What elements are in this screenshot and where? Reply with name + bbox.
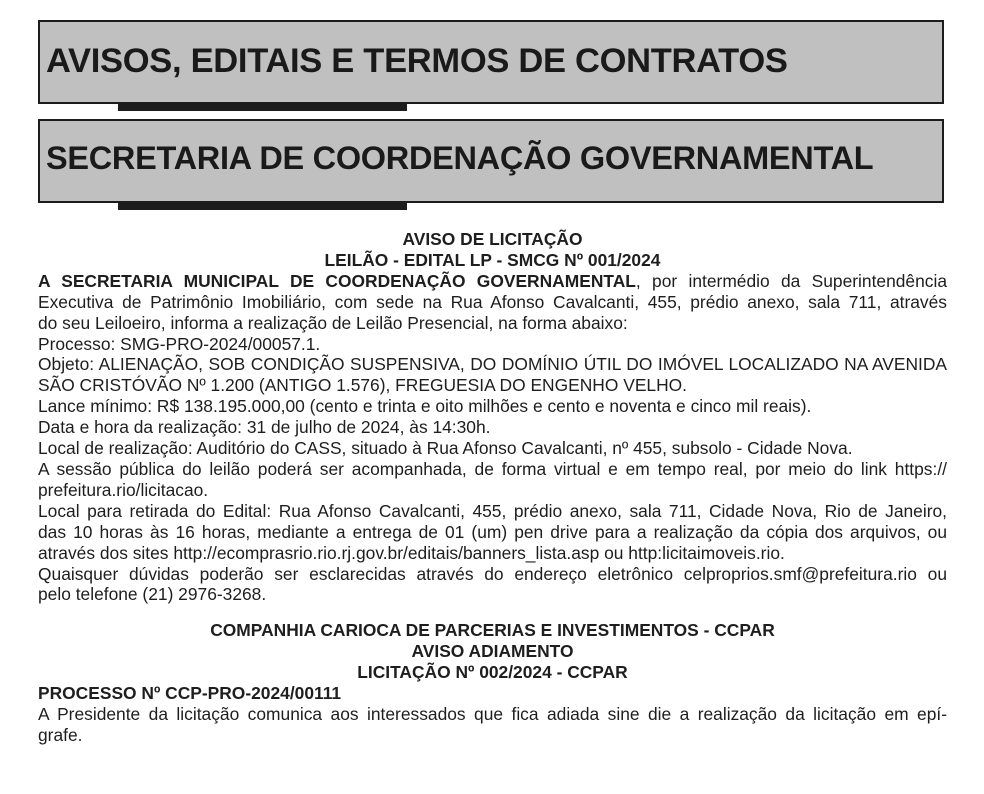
processo-number: PROCESSO Nº CCP-PRO-2024/00111 <box>38 683 342 704</box>
retirada-line-1: Local para retirada do Edital: Rua Afonso Cavalcanti, 455, prédio anexo, sala 711, Cidade Nova, Rio de Janeiro, <box>38 500 947 521</box>
notice-heading: AVISO ADIAMENTO <box>411 641 574 662</box>
section-title: AVISOS, EDITAIS E TERMOS DE CONTRATOS <box>46 42 788 80</box>
notice-adiamento <box>38 620 947 745</box>
local-realizacao-field: Local de realização: Auditório do CASS, situado à Rua Afonso Cavalcanti, nº 455, subsolo - Cidade Nova. <box>38 438 853 459</box>
document-body <box>38 229 947 746</box>
data-hora-field: Data e hora da realização: 31 de julho de 2024, às 14:30h. <box>38 417 491 438</box>
body-line-1: A Presidente da licitação comunica aos interessados que fica adiada sine die a realização da licitação em epí- <box>38 703 947 724</box>
department-banner <box>38 119 944 203</box>
lance-minimo-field: Lance mínimo: R$ 138.195.000,00 (cento e trinta e oito milhões e cento e noventa e cinco mil reais). <box>38 396 812 417</box>
duvidas-line-1: Quaisquer dúvidas poderão ser esclarecidas através do endereço eletrônico celproprios.smf@prefeitura.rio ou <box>38 563 947 584</box>
company-name: COMPANHIA CARIOCA DE PARCERIAS E INVESTIMENTOS - CCPAR <box>210 620 775 641</box>
section-gap <box>38 605 947 620</box>
notice-subheading: LICITAÇÃO Nº 002/2024 - CCPAR <box>357 662 628 683</box>
body-line-2: grafe. <box>38 724 83 745</box>
sessao-link: prefeitura.rio/licitacao. <box>38 479 209 500</box>
duvidas-line-2: pelo telefone (21) 2976-3268. <box>38 584 267 605</box>
notice-leilao <box>38 229 947 605</box>
intro-line-2: Executiva de Patrimônio Imobiliário, com sede na Rua Afonso Cavalcanti, 455, prédio anexo, sala 711, através <box>38 291 947 312</box>
objeto-line-2: SÃO CRISTÓVÃO Nº 1.200 (ANTIGO 1.576), FREGUESIA DO ENGENHO VELHO. <box>38 375 688 396</box>
notice-heading: AVISO DE LICITAÇÃO <box>402 229 583 249</box>
issuer-name: A SECRETARIA MUNICIPAL DE COORDENAÇÃO GOVERNAMENTAL <box>38 270 636 291</box>
department-title: SECRETARIA DE COORDENAÇÃO GOVERNAMENTAL <box>46 140 874 176</box>
sessao-line-1: A sessão pública do leilão poderá ser acompanhada, de forma virtual e em tempo real, por meio do link https:// <box>38 458 947 479</box>
objeto-line-1: Objeto: ALIENAÇÃO, SOB CONDIÇÃO SUSPENSIVA, DO DOMÍNIO ÚTIL DO IMÓVEL LOCALIZADO NA AVENIDA <box>38 354 947 375</box>
banner-shadow-bar <box>118 103 407 111</box>
banner-shadow-bar <box>118 202 407 210</box>
notice-subheading: LEILÃO - EDITAL LP - SMCG Nº 001/2024 <box>324 249 661 270</box>
retirada-line-2: das 10 horas às 16 horas, mediante a entrega de 01 (um) pen drive para a realização da cópia dos arquivos, ou <box>38 521 947 542</box>
section-banner <box>38 20 944 104</box>
intro-line-3: do seu Leiloeiro, informa a realização de Leilão Presencial, na forma abaixo: <box>38 312 628 333</box>
retirada-line-3: através dos sites http://ecomprasrio.rio.rj.gov.br/editais/banners_lista.asp ou http:licitaimoveis.rio. <box>38 542 785 563</box>
intro-line-1: A SECRETARIA MUNICIPAL DE COORDENAÇÃO GOVERNAMENTAL, por intermédio da Superintendência <box>38 270 947 291</box>
processo-field: Processo: SMG-PRO-2024/00057.1. <box>38 333 321 354</box>
